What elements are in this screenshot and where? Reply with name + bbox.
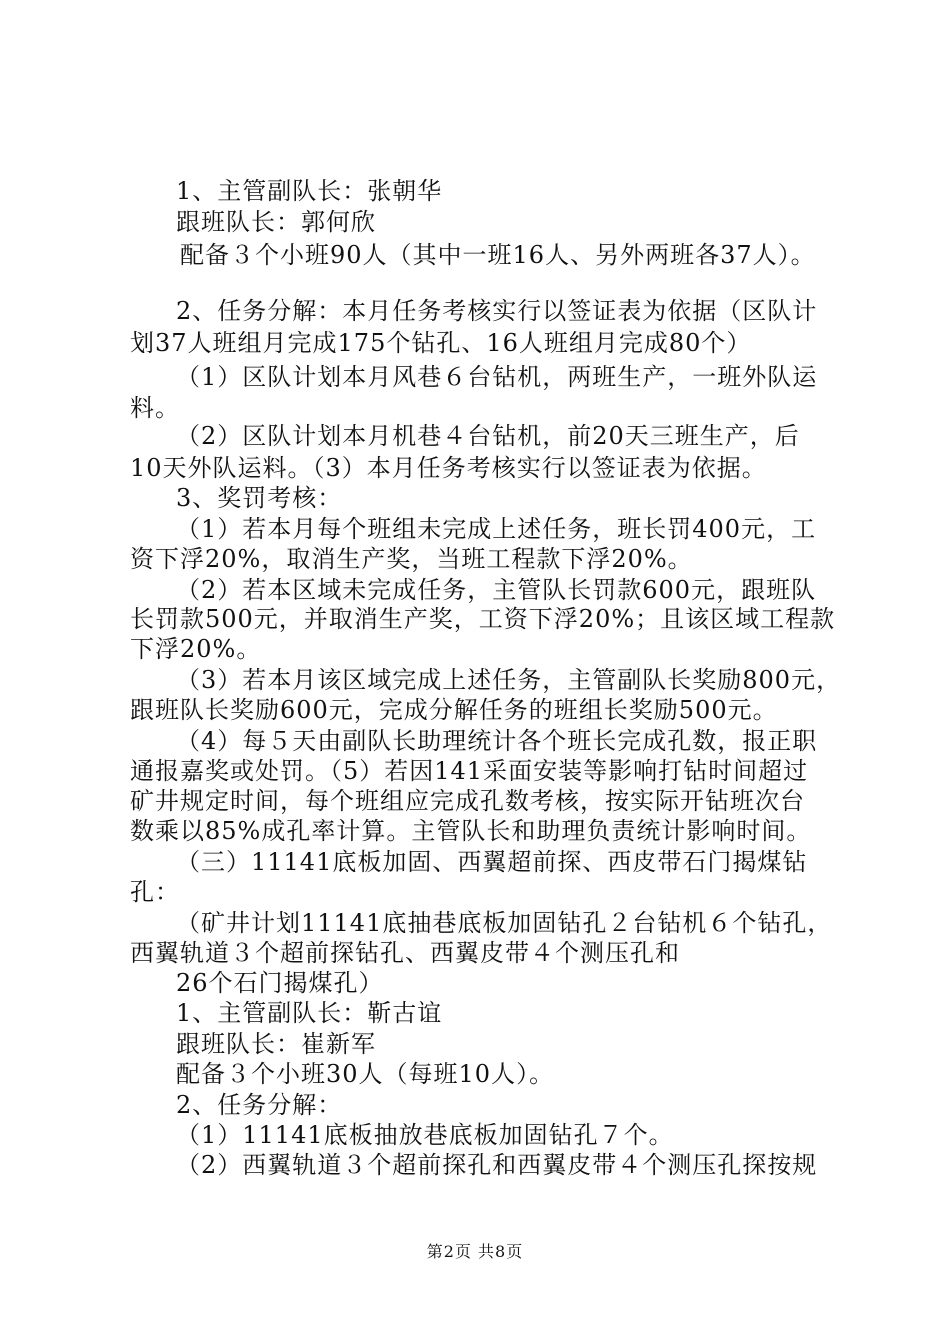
text-line: 配备３个小班90人（其中一班16人、另外两班各37人）。 <box>180 241 816 269</box>
text-line: 资下浮20%，取消生产奖，当班工程款下浮20%。 <box>130 545 693 573</box>
text-line: 10天外队运料。（3）本月任务考核实行以签证表为依据。 <box>130 454 767 482</box>
text-line: 2、任务分解： <box>176 1091 343 1119</box>
text-line: 矿井规定时间，每个班组应完成孔数考核，按实际开钻班次台 <box>130 787 805 815</box>
text-line: （2）区队计划本月机巷４台钻机，前20天三班生产，后 <box>176 422 800 450</box>
text-line: 孔： <box>130 878 180 906</box>
text-line: （1）11141底板抽放巷底板加固钻孔７个。 <box>176 1121 674 1149</box>
text-line: 配备３个小班30人（每班10人）。 <box>176 1060 555 1088</box>
text-line: （2）西翼轨道３个超前探孔和西翼皮带４个测压孔探按规 <box>176 1151 818 1179</box>
text-line: （1）若本月每个班组未完成上述任务，班长罚400元，工 <box>176 515 817 543</box>
text-line: 26个石门揭煤孔） <box>176 969 384 997</box>
text-line: 料。 <box>130 394 180 422</box>
text-line: 1、主管副队长：靳古谊 <box>176 999 443 1027</box>
text-line: （2）若本区域未完成任务，主管队长罚款600元，跟班队 <box>176 576 817 604</box>
text-line: 3、奖罚考核： <box>176 484 343 512</box>
text-line: 划37人班组月完成175个钻孔、16人班组月完成80个） <box>130 329 752 357</box>
text-line: 西翼轨道３个超前探钻孔、西翼皮带４个测压孔和 <box>130 939 680 967</box>
text-line: （1）区队计划本月风巷６台钻机，两班生产，一班外队运 <box>176 363 818 391</box>
text-line: （3）若本月该区域完成上述任务，主管副队长奖励800元， <box>176 666 842 694</box>
text-line: 跟班队长：崔新军 <box>176 1030 376 1058</box>
text-line: （4）每５天由副队长助理统计各个班长完成孔数，报正职 <box>176 727 818 755</box>
text-line: 下浮20%。 <box>130 635 262 663</box>
text-line: 长罚款500元，并取消生产奖，工资下浮20%；且该区域工程款 <box>130 605 836 633</box>
text-line: （矿井计划11141底抽巷底板加固钻孔２台钻机６个钻孔， <box>176 909 833 937</box>
text-line: 数乘以85%成孔率计算。主管队长和助理负责统计影响时间。 <box>130 817 812 845</box>
text-line: 2、任务分解：本月任务考核实行以签证表为依据（区队计 <box>176 297 818 325</box>
text-line: 1、主管副队长：张朝华 <box>176 177 443 205</box>
text-line: 通报嘉奖或处罚。（5）若因141采面安装等影响打钻时间超过 <box>130 757 809 785</box>
text-line: 跟班队长奖励600元，完成分解任务的班组长奖励500元。 <box>130 696 778 724</box>
text-line: （三）11141底板加固、西翼超前探、西皮带石门揭煤钻 <box>176 848 808 876</box>
text-line: 跟班队长：郭何欣 <box>176 208 376 236</box>
page-number-footer: 第2页 共8页 <box>426 1242 524 1261</box>
